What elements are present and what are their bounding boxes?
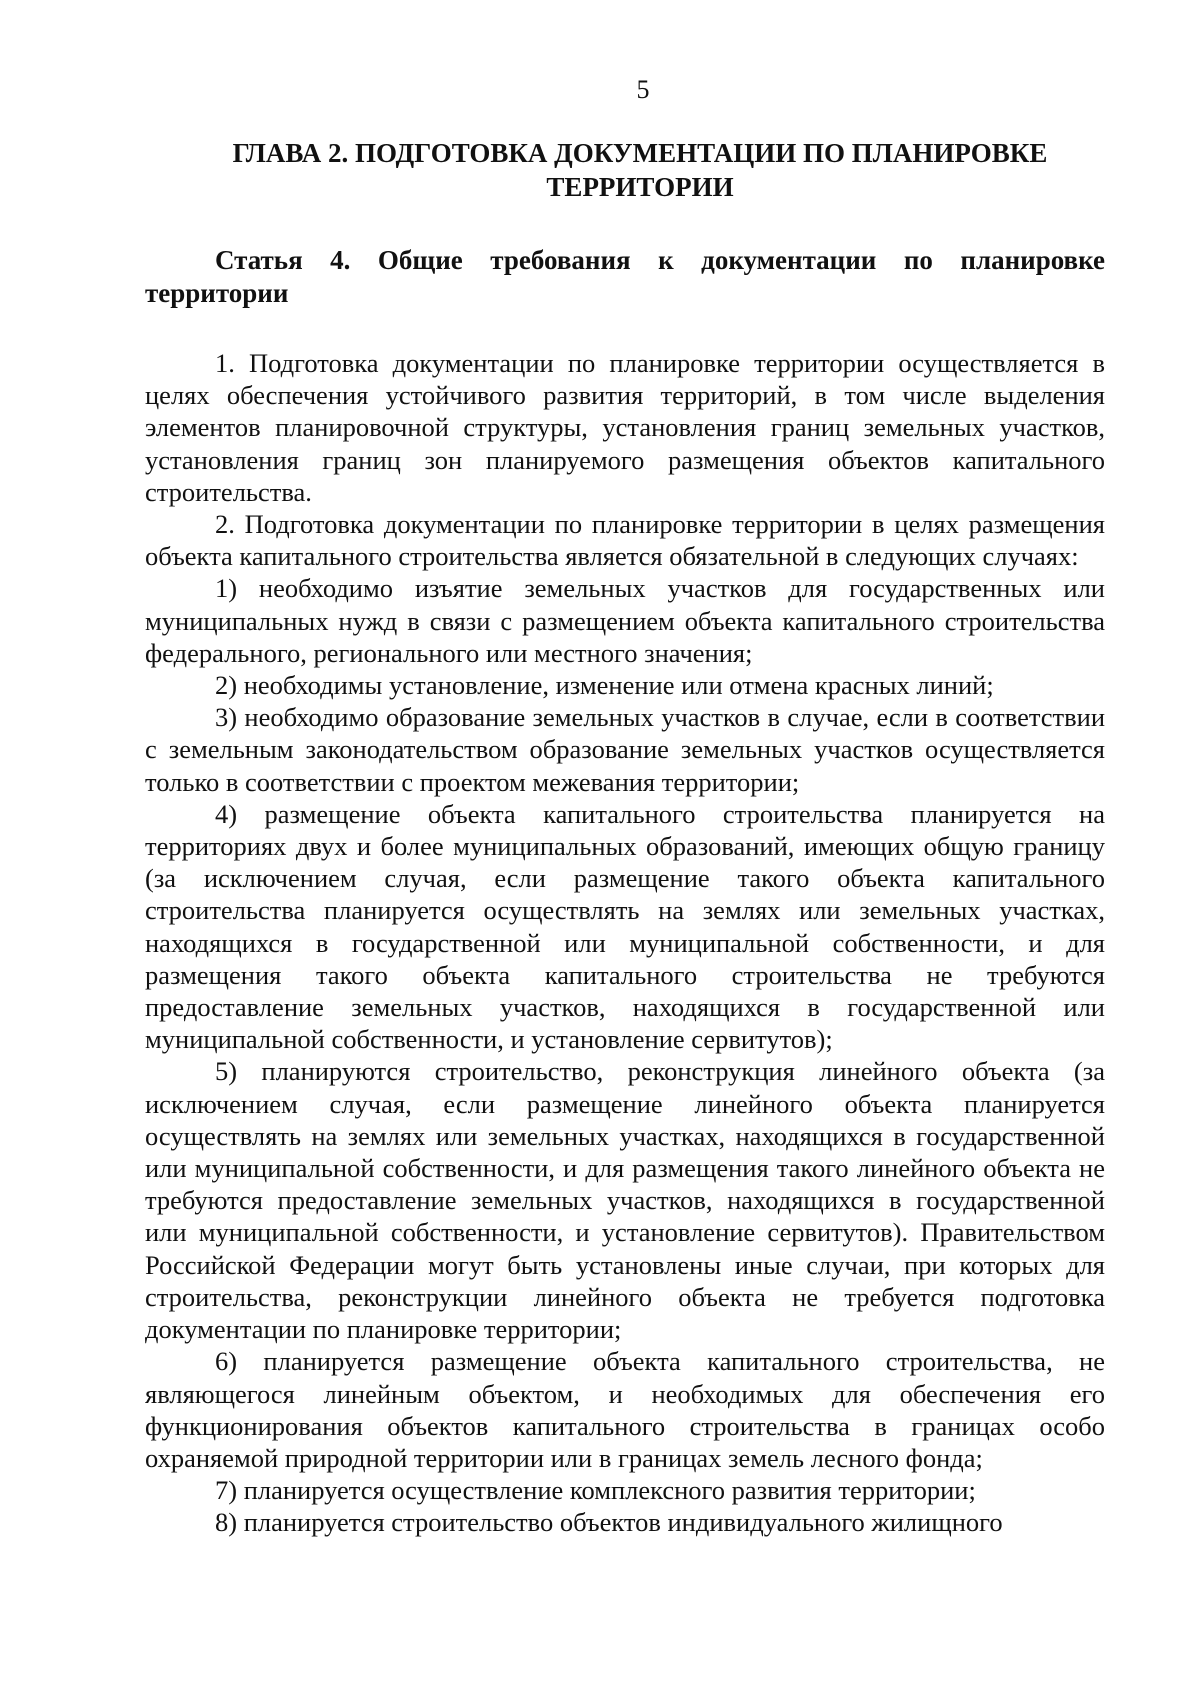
list-item-5: 5) планируются строительство, реконструкция линейного объекта (за исключением случая, если размещение линейного объекта планируется осуществлять на землях или земельных участках, находящихся в государственной или муниципальной собственности, и для размещения такого линейного объекта не требуются предоставление земельных участков, находящихся в государственной или муниципальной собственности, и установление сервитутов). Правительством Российской Федерации могут быть установлены иные случаи, при которых для строительства, реконструкции линейного объекта не требуется подготовка документации по планировке территории; <box>145 1056 1105 1345</box>
paragraph-1: 1. Подготовка документации по планировке территории осуществляется в целях обеспечения устойчивого развития территорий, в том числе выделения элементов планировочной структуры, установления границ земельных участков, установления границ зон планируемого размещения объектов капитального строительства. <box>145 348 1105 507</box>
list-item-7: 7) планируется осуществление комплексного развития территории; <box>215 1475 976 1506</box>
list-item-8: 8) планируется строительство объектов индивидуального жилищного <box>215 1507 1003 1538</box>
paragraph-2: 2. Подготовка документации по планировке территории в целях размещения объекта капитального строительства является обязательной в следующих случаях: <box>145 509 1105 572</box>
article-title: Статья 4. Общие требования к документации по планировке территории <box>145 245 1105 308</box>
page-number: 5 <box>636 75 650 104</box>
list-item-6: 6) планируется размещение объекта капитального строительства, не являющегося линейным объектом, и необходимых для обеспечения его функционирования объектов капитального строительства в границах особо охраняемой природной территории или в границах земель лесного фонда; <box>145 1346 1105 1473</box>
chapter-title: ГЛАВА 2. ПОДГОТОВКА ДОКУМЕНТАЦИИ ПО ПЛАНИРОВКЕ ТЕРРИТОРИИ <box>232 138 1048 202</box>
list-item-2: 2) необходимы установление, изменение или отмена красных линий; <box>215 670 994 701</box>
list-item-4: 4) размещение объекта капитального строительства планируется на территориях двух и более муниципальных образований, имеющих общую границу (за исключением случая, если размещение такого объекта капитального строительства планируется осуществлять на землях или земельных участках, находящихся в государственной или муниципальной собственности, и для размещения такого объекта капитального строительства не требуются предоставление земельных участков, находящихся в государственной или муниципальной собственности, и установление сервитутов); <box>145 798 1105 1055</box>
list-item-3: 3) необходимо образование земельных участков в случае, если в соответствии с земельным законодательством образование земельных участков осуществляется только в соответствии с проектом межевания территории; <box>145 702 1105 797</box>
list-item-1: 1) необходимо изъятие земельных участков для государственных или муниципальных нужд в связи с размещением объекта капитального строительства федерального, регионального или местного значения; <box>145 573 1105 668</box>
